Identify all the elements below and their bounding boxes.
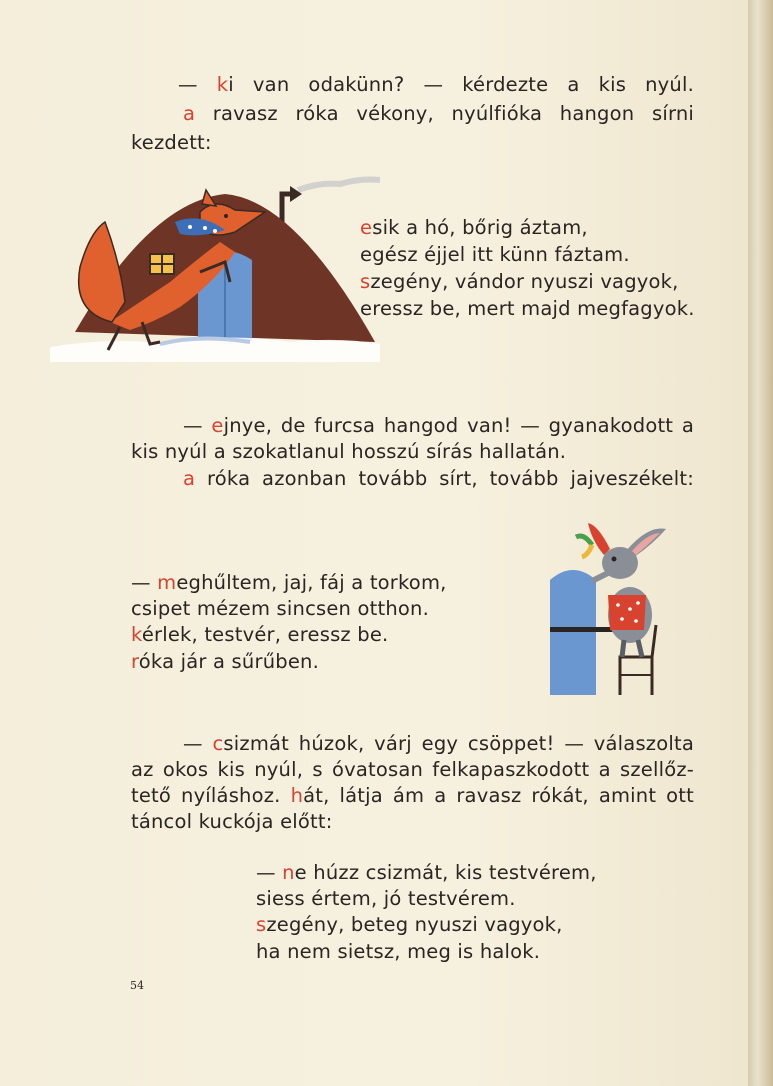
para2-line3: a róka azonban tovább sírt, tovább jajveszékelt: bbox=[183, 467, 694, 490]
verse2-line2: csipet mézem sincsen otthon. bbox=[131, 597, 429, 620]
para3-line4: táncol kuckója előtt: bbox=[131, 810, 333, 833]
para3-line1: — csizmát húzok, várj egy csöppet! — válaszolta bbox=[183, 732, 694, 755]
verse1-line2: egész éjjel itt künn fáztam. bbox=[360, 243, 630, 266]
para3-line3: tető nyíláshoz. hát, látja ám a ravasz rókát, amint ott bbox=[131, 784, 694, 807]
para1-line1: — ki van odakünn? — kérdezte a kis nyúl. bbox=[178, 73, 694, 96]
rabbit-illustration bbox=[548, 515, 688, 700]
verse1-line1: esik a hó, bőrig áztam, bbox=[360, 216, 588, 239]
para2-line1: — ejnye, de furcsa hangod van! — gyanakodott a bbox=[183, 414, 694, 437]
verse1-line4: eressz be, mert majd megfagyok. bbox=[360, 297, 695, 320]
verse3-line3: szegény, beteg nyuszi vagyok, bbox=[256, 913, 563, 936]
verse2-line3: kérlek, testvér, eressz be. bbox=[131, 623, 389, 646]
verse3-line2: siess értem, jó testvérem. bbox=[256, 887, 516, 910]
page-edge bbox=[748, 0, 773, 1086]
para2-line2: kis nyúl a szokatlanul hosszú sírás hallatán. bbox=[131, 440, 567, 463]
para1-line2: a ravasz róka vékony, nyúlfióka hangon sírni bbox=[183, 102, 694, 125]
para1-line3: kezdett: bbox=[131, 131, 212, 154]
verse3-line4: ha nem sietsz, meg is halok. bbox=[256, 940, 541, 963]
verse3-line1: — ne húzz csizmát, kis testvérem, bbox=[256, 861, 597, 884]
para3-line2: az okos kis nyúl, s óvatosan felkapaszkodott a szellőz- bbox=[131, 758, 694, 781]
verse1-line3: szegény, vándor nyuszi vagyok, bbox=[360, 270, 679, 293]
verse2-line1: — meghűltem, jaj, fáj a torkom, bbox=[131, 571, 447, 594]
verse2-line4: róka jár a sűrűben. bbox=[131, 650, 319, 673]
fox-illustration bbox=[50, 172, 380, 362]
page-number: 54 bbox=[130, 979, 144, 992]
